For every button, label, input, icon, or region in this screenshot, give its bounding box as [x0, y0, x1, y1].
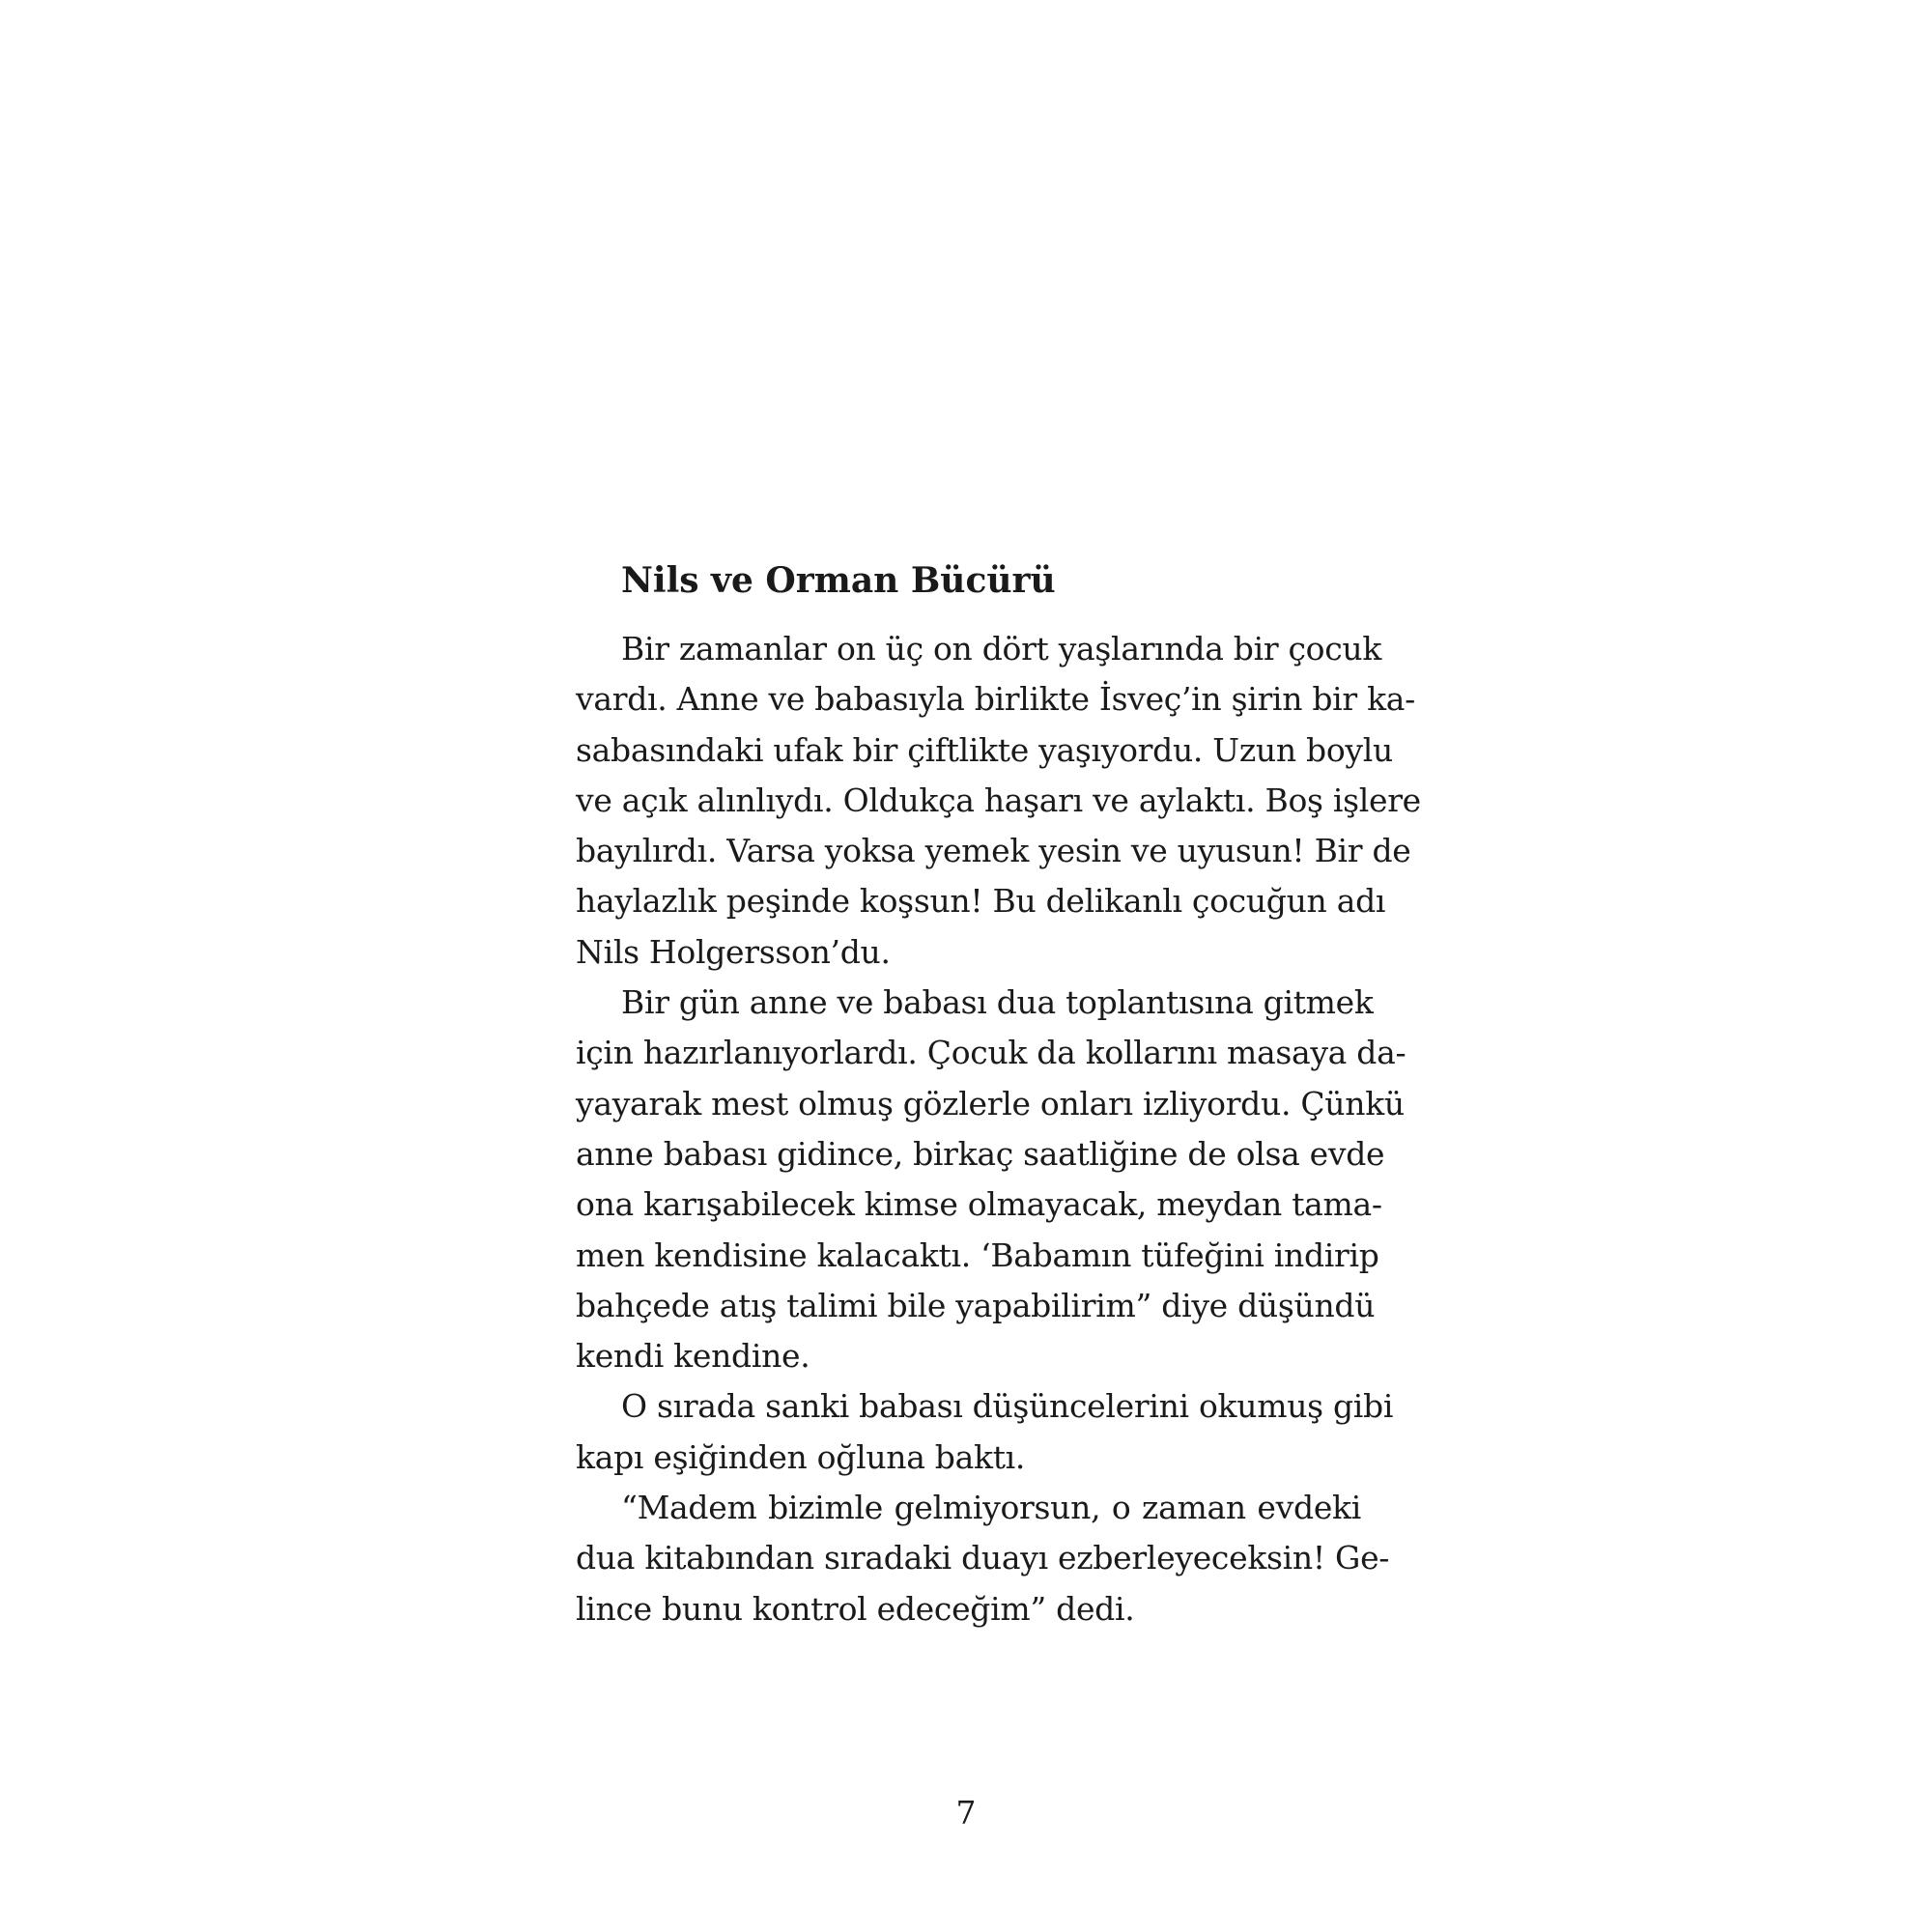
- text-line: haylazlık peşinde koşsun! Bu delikanlı çocuğun adı: [576, 882, 1386, 921]
- text-line: Nils Holgersson’du.: [576, 932, 891, 971]
- text-line: O sırada sanki babası düşüncelerini okumuş gibi: [621, 1387, 1394, 1426]
- page-number: 7: [955, 1794, 977, 1832]
- paragraph: [576, 1381, 1394, 1483]
- text-line: men kendisine kalacaktı. ‘Babamın tüfeğini indirip: [576, 1236, 1379, 1274]
- text-line: dua kitabından sıradaki duayı ezberleyeceksin! Ge-: [576, 1539, 1390, 1577]
- text-line: Bir zamanlar on üç on dört yaşlarında bir çocuk: [621, 630, 1382, 668]
- text-line: ona karışabilecek kimse olmayacak, meydan tama-: [576, 1185, 1382, 1224]
- text-line: vardı. Anne ve babasıyla birlikte İsveç’in şirin bir ka-: [576, 680, 1415, 719]
- chapter-title: Nils ve Orman Bücürü: [621, 560, 1056, 601]
- text-line: ve açık alınlıydı. Oldukça haşarı ve aylaktı. Boş işlere: [576, 781, 1421, 819]
- text-block: [576, 555, 1421, 1634]
- text-line: bahçede atış talimi bile yapabilirim” diye düşündü: [576, 1286, 1376, 1324]
- text-line: sabasındaki ufak bir çiftlikte yaşıyordu. Uzun boylu: [576, 730, 1393, 769]
- text-line: bayılırdı. Varsa yoksa yemek yesin ve uyusun! Bir de: [576, 832, 1411, 870]
- paragraph: [576, 1483, 1390, 1634]
- text-line: lince bunu kontrol edeceğim” dedi.: [576, 1589, 1135, 1628]
- text-line: “Madem bizimle gelmiyorsun, o zaman evdeki: [621, 1489, 1361, 1527]
- text-line: Bir gün anne ve babası dua toplantısına gitmek: [621, 983, 1374, 1022]
- text-line: için hazırlanıyorlardı. Çocuk da kollarını masaya da-: [576, 1034, 1406, 1072]
- paragraph: [576, 978, 1406, 1381]
- text-line: kendi kendine.: [576, 1337, 810, 1376]
- text-line: anne babası gidince, birkaç saatliğine de olsa evde: [576, 1134, 1385, 1173]
- text-line: kapı eşiğinden oğluna baktı.: [576, 1437, 1026, 1476]
- paragraph: [576, 624, 1421, 978]
- text-line: yayarak mest olmuş gözlerle onları izliyordu. Çünkü: [576, 1084, 1405, 1122]
